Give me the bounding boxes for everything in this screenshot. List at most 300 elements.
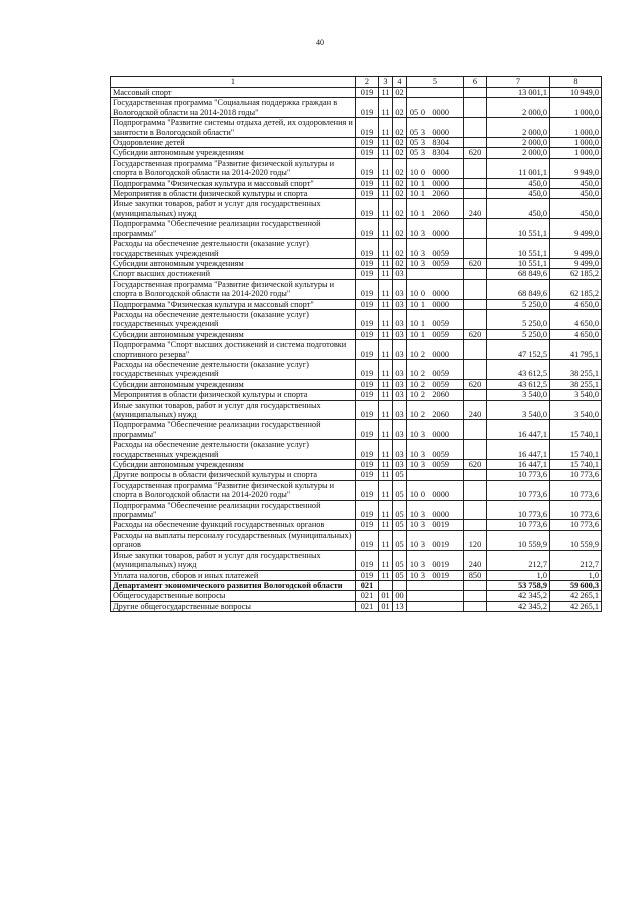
subprogram-code: 3 bbox=[420, 540, 426, 550]
table-row bbox=[111, 520, 602, 530]
table-row bbox=[111, 98, 602, 118]
ved-code: 019 bbox=[356, 178, 379, 188]
table-row bbox=[111, 329, 602, 339]
section-code: 01 bbox=[379, 591, 393, 601]
target-article-code bbox=[407, 269, 464, 279]
subprogram-code: 3 bbox=[420, 570, 426, 580]
section-code: 11 bbox=[379, 359, 393, 379]
expense-type-code bbox=[464, 178, 487, 188]
target-article-code bbox=[407, 329, 464, 339]
subsection-code: 03 bbox=[393, 269, 407, 279]
direction-code: 0000 bbox=[432, 299, 449, 309]
amount-2019: 5 250,0 bbox=[487, 299, 550, 309]
ved-code: 019 bbox=[356, 329, 379, 339]
row-name: Государственная программа "Социальная поддержка граждан в Вологодской области на 2014-2018 годы" bbox=[111, 98, 356, 118]
section-code: 11 bbox=[379, 219, 393, 239]
target-article-code bbox=[407, 400, 464, 420]
section-code: 11 bbox=[379, 390, 393, 400]
amount-2020: 212,7 bbox=[550, 550, 602, 570]
section-code: 11 bbox=[379, 269, 393, 279]
row-name: Подпрограмма "Физическая культура и массовый спорт" bbox=[111, 178, 356, 188]
subprogram-code: 3 bbox=[420, 228, 426, 238]
program-code: 10 bbox=[409, 369, 419, 379]
subsection-code: 05 bbox=[393, 470, 407, 480]
amount-2019: 10 551,1 bbox=[487, 258, 550, 268]
row-name: Иные закупки товаров, работ и услуг для государственных (муниципальных) нужд bbox=[111, 550, 356, 570]
amount-2020: 4 650,0 bbox=[550, 329, 602, 339]
table-row bbox=[111, 219, 602, 239]
subprogram-code: 2 bbox=[420, 349, 426, 359]
direction-code: 0059 bbox=[432, 449, 449, 459]
subsection-code: 02 bbox=[393, 178, 407, 188]
ved-code: 019 bbox=[356, 309, 379, 329]
header-cell: 3 bbox=[379, 77, 393, 88]
program-code: 10 bbox=[409, 510, 419, 520]
target-article-code bbox=[407, 309, 464, 329]
target-article-code bbox=[407, 138, 464, 148]
subprogram-code: 3 bbox=[420, 248, 426, 258]
table-row bbox=[111, 591, 602, 601]
row-name: Расходы на выплаты персоналу государственных (муниципальных) органов bbox=[111, 530, 356, 550]
amount-2020: 9 499,0 bbox=[550, 258, 602, 268]
amount-2019: 450,0 bbox=[487, 178, 550, 188]
expense-type-code bbox=[464, 420, 487, 440]
ved-code: 019 bbox=[356, 340, 379, 360]
expense-type-code bbox=[464, 219, 487, 239]
section-code: 11 bbox=[379, 530, 393, 550]
target-article-code bbox=[407, 580, 464, 590]
expense-type-code bbox=[464, 309, 487, 329]
subprogram-code: 3 bbox=[420, 127, 426, 137]
subprogram-code: 3 bbox=[420, 138, 426, 148]
subsection-code bbox=[393, 580, 407, 590]
subsection-code: 05 bbox=[393, 530, 407, 550]
direction-code: 0019 bbox=[432, 560, 449, 570]
section-code: 11 bbox=[379, 440, 393, 460]
amount-2020: 10 773,6 bbox=[550, 480, 602, 500]
direction-code: 0000 bbox=[432, 168, 449, 178]
expense-type-code: 620 bbox=[464, 379, 487, 389]
row-name: Субсидии автономным учреждениям bbox=[111, 379, 356, 389]
subprogram-code: 3 bbox=[420, 258, 426, 268]
amount-2020: 10 773,6 bbox=[550, 470, 602, 480]
section-code: 11 bbox=[379, 178, 393, 188]
target-article-code bbox=[407, 390, 464, 400]
target-article-code bbox=[407, 500, 464, 520]
expense-type-code: 850 bbox=[464, 570, 487, 580]
target-article-code bbox=[407, 570, 464, 580]
amount-2020: 9 499,0 bbox=[550, 219, 602, 239]
amount-2020: 450,0 bbox=[550, 178, 602, 188]
section-code: 11 bbox=[379, 379, 393, 389]
target-article-code bbox=[407, 591, 464, 601]
row-name: Субсидии автономным учреждениям bbox=[111, 258, 356, 268]
subprogram-code: 3 bbox=[420, 560, 426, 570]
target-article-code bbox=[407, 470, 464, 480]
subsection-code: 02 bbox=[393, 219, 407, 239]
section-code: 11 bbox=[379, 279, 393, 299]
target-article-code bbox=[407, 279, 464, 299]
target-article-code bbox=[407, 460, 464, 470]
amount-2019: 43 612,5 bbox=[487, 359, 550, 379]
expense-type-code: 620 bbox=[464, 258, 487, 268]
program-code: 10 bbox=[409, 208, 419, 218]
subsection-code: 03 bbox=[393, 440, 407, 460]
program-code: 10 bbox=[409, 410, 419, 419]
direction-code: 8304 bbox=[432, 138, 449, 148]
subprogram-code: 0 bbox=[420, 107, 426, 117]
program-code: 10 bbox=[409, 178, 419, 188]
subsection-code: 05 bbox=[393, 480, 407, 500]
expense-type-code: 240 bbox=[464, 550, 487, 570]
direction-code: 0059 bbox=[432, 460, 449, 470]
ved-code: 019 bbox=[356, 480, 379, 500]
amount-2019: 16 447,1 bbox=[487, 460, 550, 470]
target-article-code bbox=[407, 199, 464, 219]
row-name: Подпрограмма "Обеспечение реализации государственной программы" bbox=[111, 500, 356, 520]
ved-code: 019 bbox=[356, 258, 379, 268]
ved-code: 019 bbox=[356, 279, 379, 299]
table-row bbox=[111, 178, 602, 188]
table-row bbox=[111, 550, 602, 570]
amount-2020: 1 000,0 bbox=[550, 148, 602, 158]
expense-type-code bbox=[464, 601, 487, 611]
ved-code: 019 bbox=[356, 158, 379, 178]
direction-code: 0059 bbox=[432, 248, 449, 258]
amount-2019: 5 250,0 bbox=[487, 309, 550, 329]
ved-code: 019 bbox=[356, 520, 379, 530]
subsection-code: 13 bbox=[393, 601, 407, 611]
header-cell: 4 bbox=[393, 77, 407, 88]
direction-code: 8304 bbox=[432, 148, 449, 158]
section-code: 11 bbox=[379, 309, 393, 329]
amount-2020: 3 540,0 bbox=[550, 400, 602, 420]
table-row bbox=[111, 460, 602, 470]
row-name: Уплата налогов, сборов и иных платежей bbox=[111, 570, 356, 580]
direction-code: 2060 bbox=[432, 189, 449, 199]
subprogram-code: 1 bbox=[420, 329, 426, 339]
table-row bbox=[111, 340, 602, 360]
ved-code: 019 bbox=[356, 239, 379, 259]
table-row bbox=[111, 470, 602, 480]
section-code: 11 bbox=[379, 239, 393, 259]
subprogram-code: 3 bbox=[420, 460, 426, 470]
subsection-code: 02 bbox=[393, 88, 407, 98]
subprogram-code: 3 bbox=[420, 449, 426, 459]
target-article-code bbox=[407, 118, 464, 138]
amount-2019: 43 612,5 bbox=[487, 379, 550, 389]
subprogram-code: 2 bbox=[420, 410, 426, 419]
row-name: Массовый спорт bbox=[111, 88, 356, 98]
section-code: 11 bbox=[379, 420, 393, 440]
amount-2019: 5 250,0 bbox=[487, 329, 550, 339]
subprogram-code: 1 bbox=[420, 319, 426, 329]
direction-code: 0000 bbox=[432, 289, 449, 299]
target-article-code bbox=[407, 601, 464, 611]
amount-2019: 10 559,9 bbox=[487, 530, 550, 550]
amount-2019: 450,0 bbox=[487, 189, 550, 199]
direction-code: 0019 bbox=[432, 540, 449, 550]
ved-code: 019 bbox=[356, 148, 379, 158]
amount-2019: 2 000,0 bbox=[487, 118, 550, 138]
program-code: 10 bbox=[409, 329, 419, 339]
amount-2020: 3 540,0 bbox=[550, 390, 602, 400]
program-code: 10 bbox=[409, 228, 419, 238]
expense-type-code: 620 bbox=[464, 460, 487, 470]
subsection-code: 03 bbox=[393, 460, 407, 470]
program-code: 10 bbox=[409, 490, 419, 500]
amount-2019: 42 345,2 bbox=[487, 601, 550, 611]
amount-2019: 450,0 bbox=[487, 199, 550, 219]
subsection-code: 03 bbox=[393, 329, 407, 339]
row-name: Расходы на обеспечение деятельности (оказание услуг) государственных учреждений bbox=[111, 239, 356, 259]
ved-code: 019 bbox=[356, 118, 379, 138]
amount-2019: 2 000,0 bbox=[487, 98, 550, 118]
table-row bbox=[111, 379, 602, 389]
amount-2020: 42 265,1 bbox=[550, 601, 602, 611]
subsection-code: 03 bbox=[393, 279, 407, 299]
subsection-code: 03 bbox=[393, 390, 407, 400]
subsection-code: 02 bbox=[393, 258, 407, 268]
amount-2020: 450,0 bbox=[550, 199, 602, 219]
table-row bbox=[111, 580, 602, 590]
program-code: 10 bbox=[409, 258, 419, 268]
page-number: 40 bbox=[316, 38, 324, 47]
program-code: 10 bbox=[409, 379, 419, 389]
header-cell: 6 bbox=[464, 77, 487, 88]
subsection-code: 03 bbox=[393, 299, 407, 309]
expense-type-code bbox=[464, 390, 487, 400]
program-code: 10 bbox=[409, 429, 419, 439]
row-name: Субсидии автономным учреждениям bbox=[111, 329, 356, 339]
amount-2020: 41 795,1 bbox=[550, 340, 602, 360]
program-code: 05 bbox=[409, 148, 419, 158]
subprogram-code: 2 bbox=[420, 379, 426, 389]
amount-2020: 38 255,1 bbox=[550, 359, 602, 379]
amount-2019: 47 152,5 bbox=[487, 340, 550, 360]
subsection-code: 05 bbox=[393, 520, 407, 530]
expense-type-code bbox=[464, 299, 487, 309]
amount-2019: 11 001,1 bbox=[487, 158, 550, 178]
amount-2019: 3 540,0 bbox=[487, 400, 550, 420]
table-row bbox=[111, 258, 602, 268]
section-code: 11 bbox=[379, 470, 393, 480]
amount-2020: 1 000,0 bbox=[550, 138, 602, 148]
target-article-code bbox=[407, 480, 464, 500]
program-code: 10 bbox=[409, 248, 419, 258]
target-article-code bbox=[407, 148, 464, 158]
row-name: Государственная программа "Развитие физической культуры и спорта в Вологодской области на 2014-2020 годы" bbox=[111, 158, 356, 178]
ved-code: 019 bbox=[356, 530, 379, 550]
ved-code: 019 bbox=[356, 460, 379, 470]
table-row bbox=[111, 601, 602, 611]
program-code: 05 bbox=[409, 127, 419, 137]
table-header-row bbox=[111, 77, 602, 88]
expense-type-code bbox=[464, 269, 487, 279]
amount-2019: 10 773,6 bbox=[487, 480, 550, 500]
table-row bbox=[111, 148, 602, 158]
direction-code: 0059 bbox=[432, 329, 449, 339]
ved-code: 019 bbox=[356, 98, 379, 118]
direction-code: 0059 bbox=[432, 379, 449, 389]
row-name: Общегосударственные вопросы bbox=[111, 591, 356, 601]
ved-code: 019 bbox=[356, 269, 379, 279]
subsection-code: 05 bbox=[393, 550, 407, 570]
subsection-code: 03 bbox=[393, 359, 407, 379]
target-article-code bbox=[407, 550, 464, 570]
section-code: 11 bbox=[379, 199, 393, 219]
direction-code: 0000 bbox=[432, 127, 449, 137]
ved-code: 019 bbox=[356, 359, 379, 379]
amount-2019: 16 447,1 bbox=[487, 440, 550, 460]
target-article-code bbox=[407, 359, 464, 379]
expense-type-code bbox=[464, 158, 487, 178]
direction-code: 2060 bbox=[432, 390, 449, 400]
expense-type-code bbox=[464, 98, 487, 118]
program-code: 10 bbox=[409, 299, 419, 309]
row-name: Подпрограмма "Физическая культура и массовый спорт" bbox=[111, 299, 356, 309]
expense-type-code bbox=[464, 189, 487, 199]
table-row bbox=[111, 359, 602, 379]
subprogram-code: 0 bbox=[420, 168, 426, 178]
table-row bbox=[111, 239, 602, 259]
target-article-code bbox=[407, 340, 464, 360]
target-article-code bbox=[407, 379, 464, 389]
amount-2019: 10 773,6 bbox=[487, 470, 550, 480]
program-code: 10 bbox=[409, 189, 419, 199]
section-code: 11 bbox=[379, 148, 393, 158]
amount-2019: 2 000,0 bbox=[487, 138, 550, 148]
table-row bbox=[111, 480, 602, 500]
subsection-code: 02 bbox=[393, 158, 407, 178]
direction-code: 0019 bbox=[432, 520, 449, 530]
amount-2020: 15 740,1 bbox=[550, 420, 602, 440]
amount-2020: 42 265,1 bbox=[550, 591, 602, 601]
amount-2020: 9 949,0 bbox=[550, 158, 602, 178]
subprogram-code: 2 bbox=[420, 369, 426, 379]
table-row bbox=[111, 138, 602, 148]
expense-type-code: 620 bbox=[464, 148, 487, 158]
table-row bbox=[111, 189, 602, 199]
table-row bbox=[111, 279, 602, 299]
amount-2020: 59 600,3 bbox=[550, 580, 602, 590]
program-code: 05 bbox=[409, 107, 419, 117]
amount-2019: 42 345,2 bbox=[487, 591, 550, 601]
amount-2019: 2 000,0 bbox=[487, 148, 550, 158]
ved-code: 019 bbox=[356, 219, 379, 239]
ved-code: 019 bbox=[356, 550, 379, 570]
program-code: 10 bbox=[409, 520, 419, 530]
subprogram-code: 1 bbox=[420, 299, 426, 309]
amount-2019: 10 773,6 bbox=[487, 500, 550, 520]
expense-type-code: 240 bbox=[464, 199, 487, 219]
subsection-code: 02 bbox=[393, 148, 407, 158]
ved-code: 019 bbox=[356, 440, 379, 460]
section-code: 11 bbox=[379, 520, 393, 530]
amount-2019: 68 849,6 bbox=[487, 269, 550, 279]
table-row bbox=[111, 570, 602, 580]
target-article-code bbox=[407, 239, 464, 259]
amount-2019: 68 849,6 bbox=[487, 279, 550, 299]
section-code: 11 bbox=[379, 88, 393, 98]
section-code: 11 bbox=[379, 400, 393, 420]
section-code: 11 bbox=[379, 550, 393, 570]
program-code: 10 bbox=[409, 390, 419, 400]
row-name: Расходы на обеспечение деятельности (оказание услуг) государственных учреждений bbox=[111, 359, 356, 379]
direction-code: 2060 bbox=[432, 208, 449, 218]
subsection-code: 03 bbox=[393, 379, 407, 389]
direction-code: 0000 bbox=[432, 510, 449, 520]
direction-code: 0059 bbox=[432, 319, 449, 329]
subprogram-code: 3 bbox=[420, 148, 426, 158]
amount-2020: 1 000,0 bbox=[550, 98, 602, 118]
expense-type-code bbox=[464, 500, 487, 520]
target-article-code bbox=[407, 158, 464, 178]
table-row bbox=[111, 88, 602, 98]
amount-2020: 62 185,2 bbox=[550, 269, 602, 279]
subprogram-code: 0 bbox=[420, 289, 426, 299]
subsection-code: 05 bbox=[393, 500, 407, 520]
ved-code: 019 bbox=[356, 420, 379, 440]
row-name: Субсидии автономным учреждениям bbox=[111, 460, 356, 470]
table-row bbox=[111, 500, 602, 520]
target-article-code bbox=[407, 420, 464, 440]
row-name: Мероприятия в области физической культуры и спорта bbox=[111, 189, 356, 199]
expense-type-code bbox=[464, 359, 487, 379]
section-code: 11 bbox=[379, 299, 393, 309]
amount-2019: 3 540,0 bbox=[487, 390, 550, 400]
table-row bbox=[111, 390, 602, 400]
amount-2020: 38 255,1 bbox=[550, 379, 602, 389]
expense-type-code: 620 bbox=[464, 329, 487, 339]
amount-2020: 10 773,6 bbox=[550, 500, 602, 520]
header-cell: 8 bbox=[550, 77, 602, 88]
budget-table bbox=[110, 76, 602, 612]
table-row bbox=[111, 269, 602, 279]
subprogram-code: 1 bbox=[420, 189, 426, 199]
table-row bbox=[111, 309, 602, 329]
program-code: 10 bbox=[409, 460, 419, 470]
subsection-code: 02 bbox=[393, 189, 407, 199]
row-name: Государственная программа "Развитие физической культуры и спорта в Вологодской области на 2014-2020 годы" bbox=[111, 480, 356, 500]
ved-code: 019 bbox=[356, 88, 379, 98]
ved-code: 021 bbox=[356, 580, 379, 590]
table-row bbox=[111, 199, 602, 219]
subsection-code: 02 bbox=[393, 138, 407, 148]
ved-code: 019 bbox=[356, 500, 379, 520]
row-name: Другие общегосударственные вопросы bbox=[111, 601, 356, 611]
target-article-code bbox=[407, 178, 464, 188]
header-cell: 5 bbox=[407, 77, 464, 88]
subprogram-code: 3 bbox=[420, 429, 426, 439]
direction-code: 0019 bbox=[432, 570, 449, 580]
subsection-code: 02 bbox=[393, 199, 407, 219]
expense-type-code: 240 bbox=[464, 400, 487, 420]
row-name: Иные закупки товаров, работ и услуг для государственных (муниципальных) нужд bbox=[111, 400, 356, 420]
section-code: 11 bbox=[379, 189, 393, 199]
subsection-code: 00 bbox=[393, 591, 407, 601]
direction-code: 0000 bbox=[432, 228, 449, 238]
section-code: 01 bbox=[379, 601, 393, 611]
amount-2020: 1,0 bbox=[550, 570, 602, 580]
table-row bbox=[111, 530, 602, 550]
row-name: Иные закупки товаров, работ и услуг для государственных (муниципальных) нужд bbox=[111, 199, 356, 219]
target-article-code bbox=[407, 98, 464, 118]
ved-code: 019 bbox=[356, 299, 379, 309]
program-code: 10 bbox=[409, 289, 419, 299]
section-code: 11 bbox=[379, 570, 393, 580]
direction-code: 2060 bbox=[432, 410, 449, 419]
